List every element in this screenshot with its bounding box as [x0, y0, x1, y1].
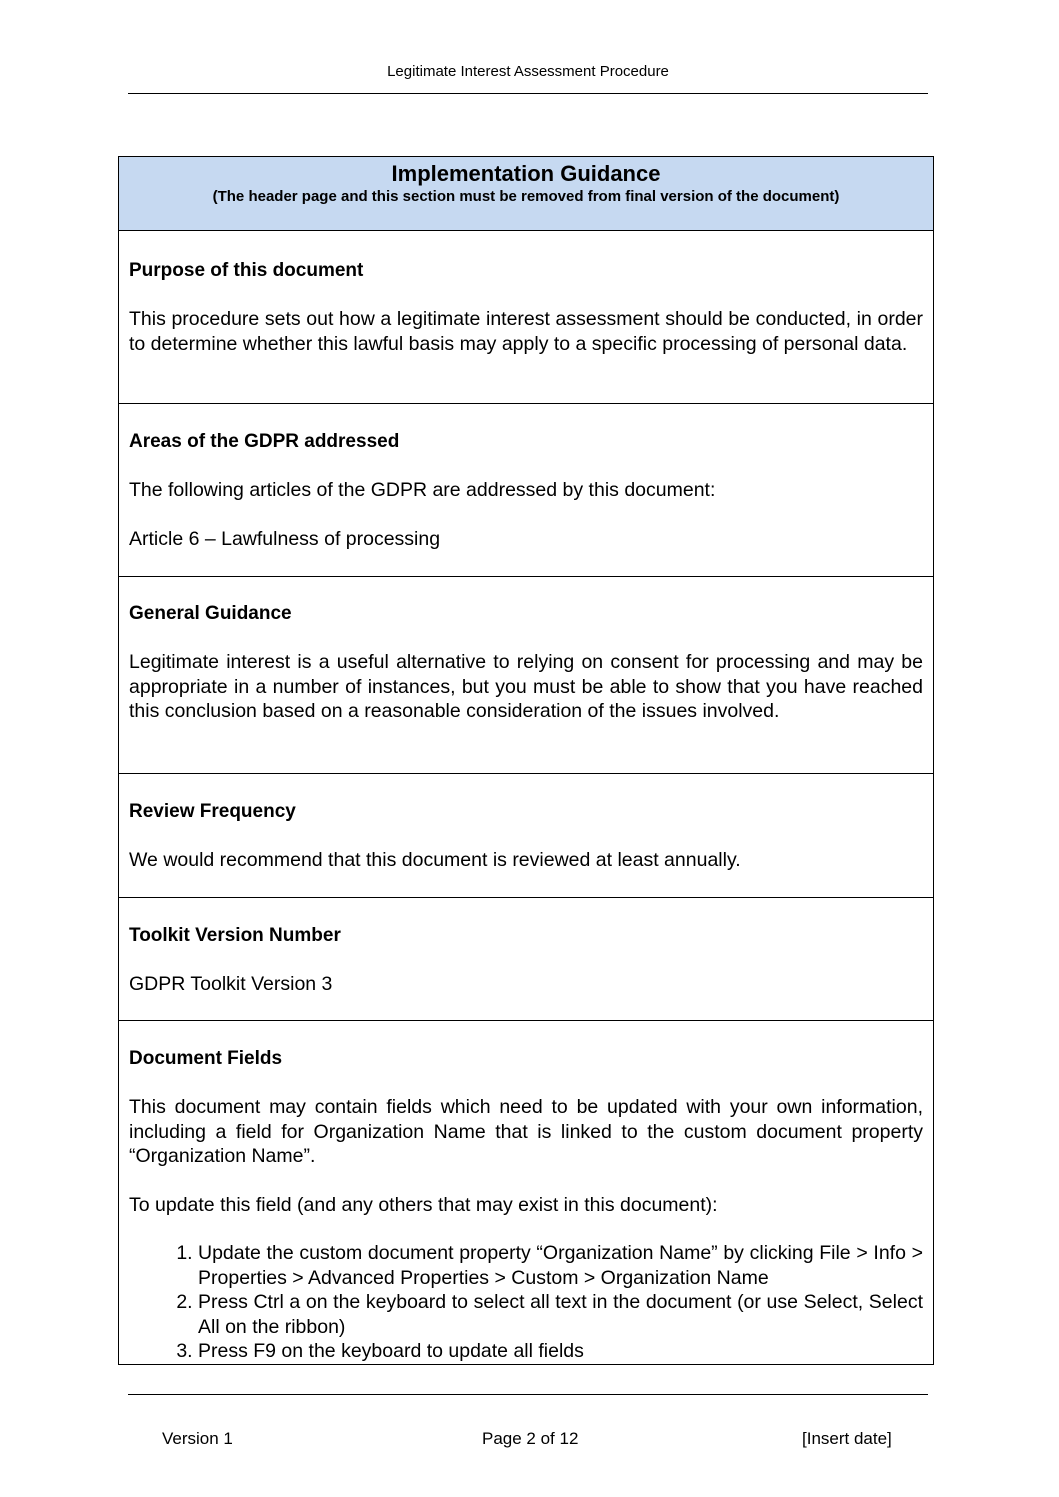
section-title: Toolkit Version Number [129, 925, 341, 946]
section-paragraph: The following articles of the GDPR are addressed by this document: [129, 479, 716, 501]
list-item: 3. Press F9 on the keyboard to update all fields [198, 1339, 923, 1364]
section-paragraph: This procedure sets out how a legitimate interest assessment should be conducted, in order to determine whether this lawful basis may apply to a specific processing of personal data. [129, 308, 923, 355]
section-review-frequency [119, 774, 933, 898]
section-title: Purpose of this document [129, 260, 364, 281]
section-paragraph: Article 6 – Lawfulness of processing [129, 527, 441, 550]
footer-divider [128, 1394, 928, 1395]
banner-subtitle: (The header page and this section must be removed from final version of the document) [212, 188, 840, 205]
section-general-guidance [119, 577, 933, 774]
guidance-banner [119, 157, 933, 231]
list-item: 1. Update the custom document property “Organization Name” by clicking File > Info > Properties > Advanced Properties > Custom > Organization Name [198, 1241, 923, 1290]
page-header-title: Legitimate Interest Assessment Procedure [387, 63, 669, 80]
section-title: Document Fields [129, 1048, 283, 1069]
section-purpose [119, 231, 933, 404]
section-paragraph: This document may contain fields which need to be updated with your own information, including a field for Organization Name that is linked to the custom document property “Organization Name”. [129, 1096, 923, 1167]
section-title: Areas of the GDPR addressed [129, 431, 400, 452]
section-paragraph: To update this field (and any others that may exist in this document): [129, 1193, 718, 1216]
section-gdpr-areas [119, 404, 933, 577]
footer-version: Version 1 [162, 1429, 233, 1448]
header-divider [128, 93, 928, 94]
section-paragraph: We would recommend that this document is reviewed at least annually. [129, 849, 741, 871]
update-steps-list [129, 1241, 923, 1364]
footer-page-number: Page 2 of 12 [482, 1429, 579, 1448]
section-toolkit-version [119, 898, 933, 1021]
section-paragraph: GDPR Toolkit Version 3 [129, 973, 333, 995]
banner-title: Implementation Guidance [391, 161, 661, 186]
list-item: 2. Press Ctrl a on the keyboard to select all text in the document (or use Select, Select All on the ribbon) [198, 1290, 923, 1339]
section-paragraph: Legitimate interest is a useful alternative to relying on consent for processing and may be appropriate in a number of instances, but you must be able to show that you have reached this conclusion based on a reasonable consideration of the issues involved. [129, 651, 923, 722]
footer-date: [Insert date] [802, 1429, 892, 1448]
section-document-fields [119, 1021, 933, 1364]
section-title: Review Frequency [129, 801, 296, 822]
section-title: General Guidance [129, 603, 292, 624]
implementation-guidance-table [118, 156, 934, 1365]
